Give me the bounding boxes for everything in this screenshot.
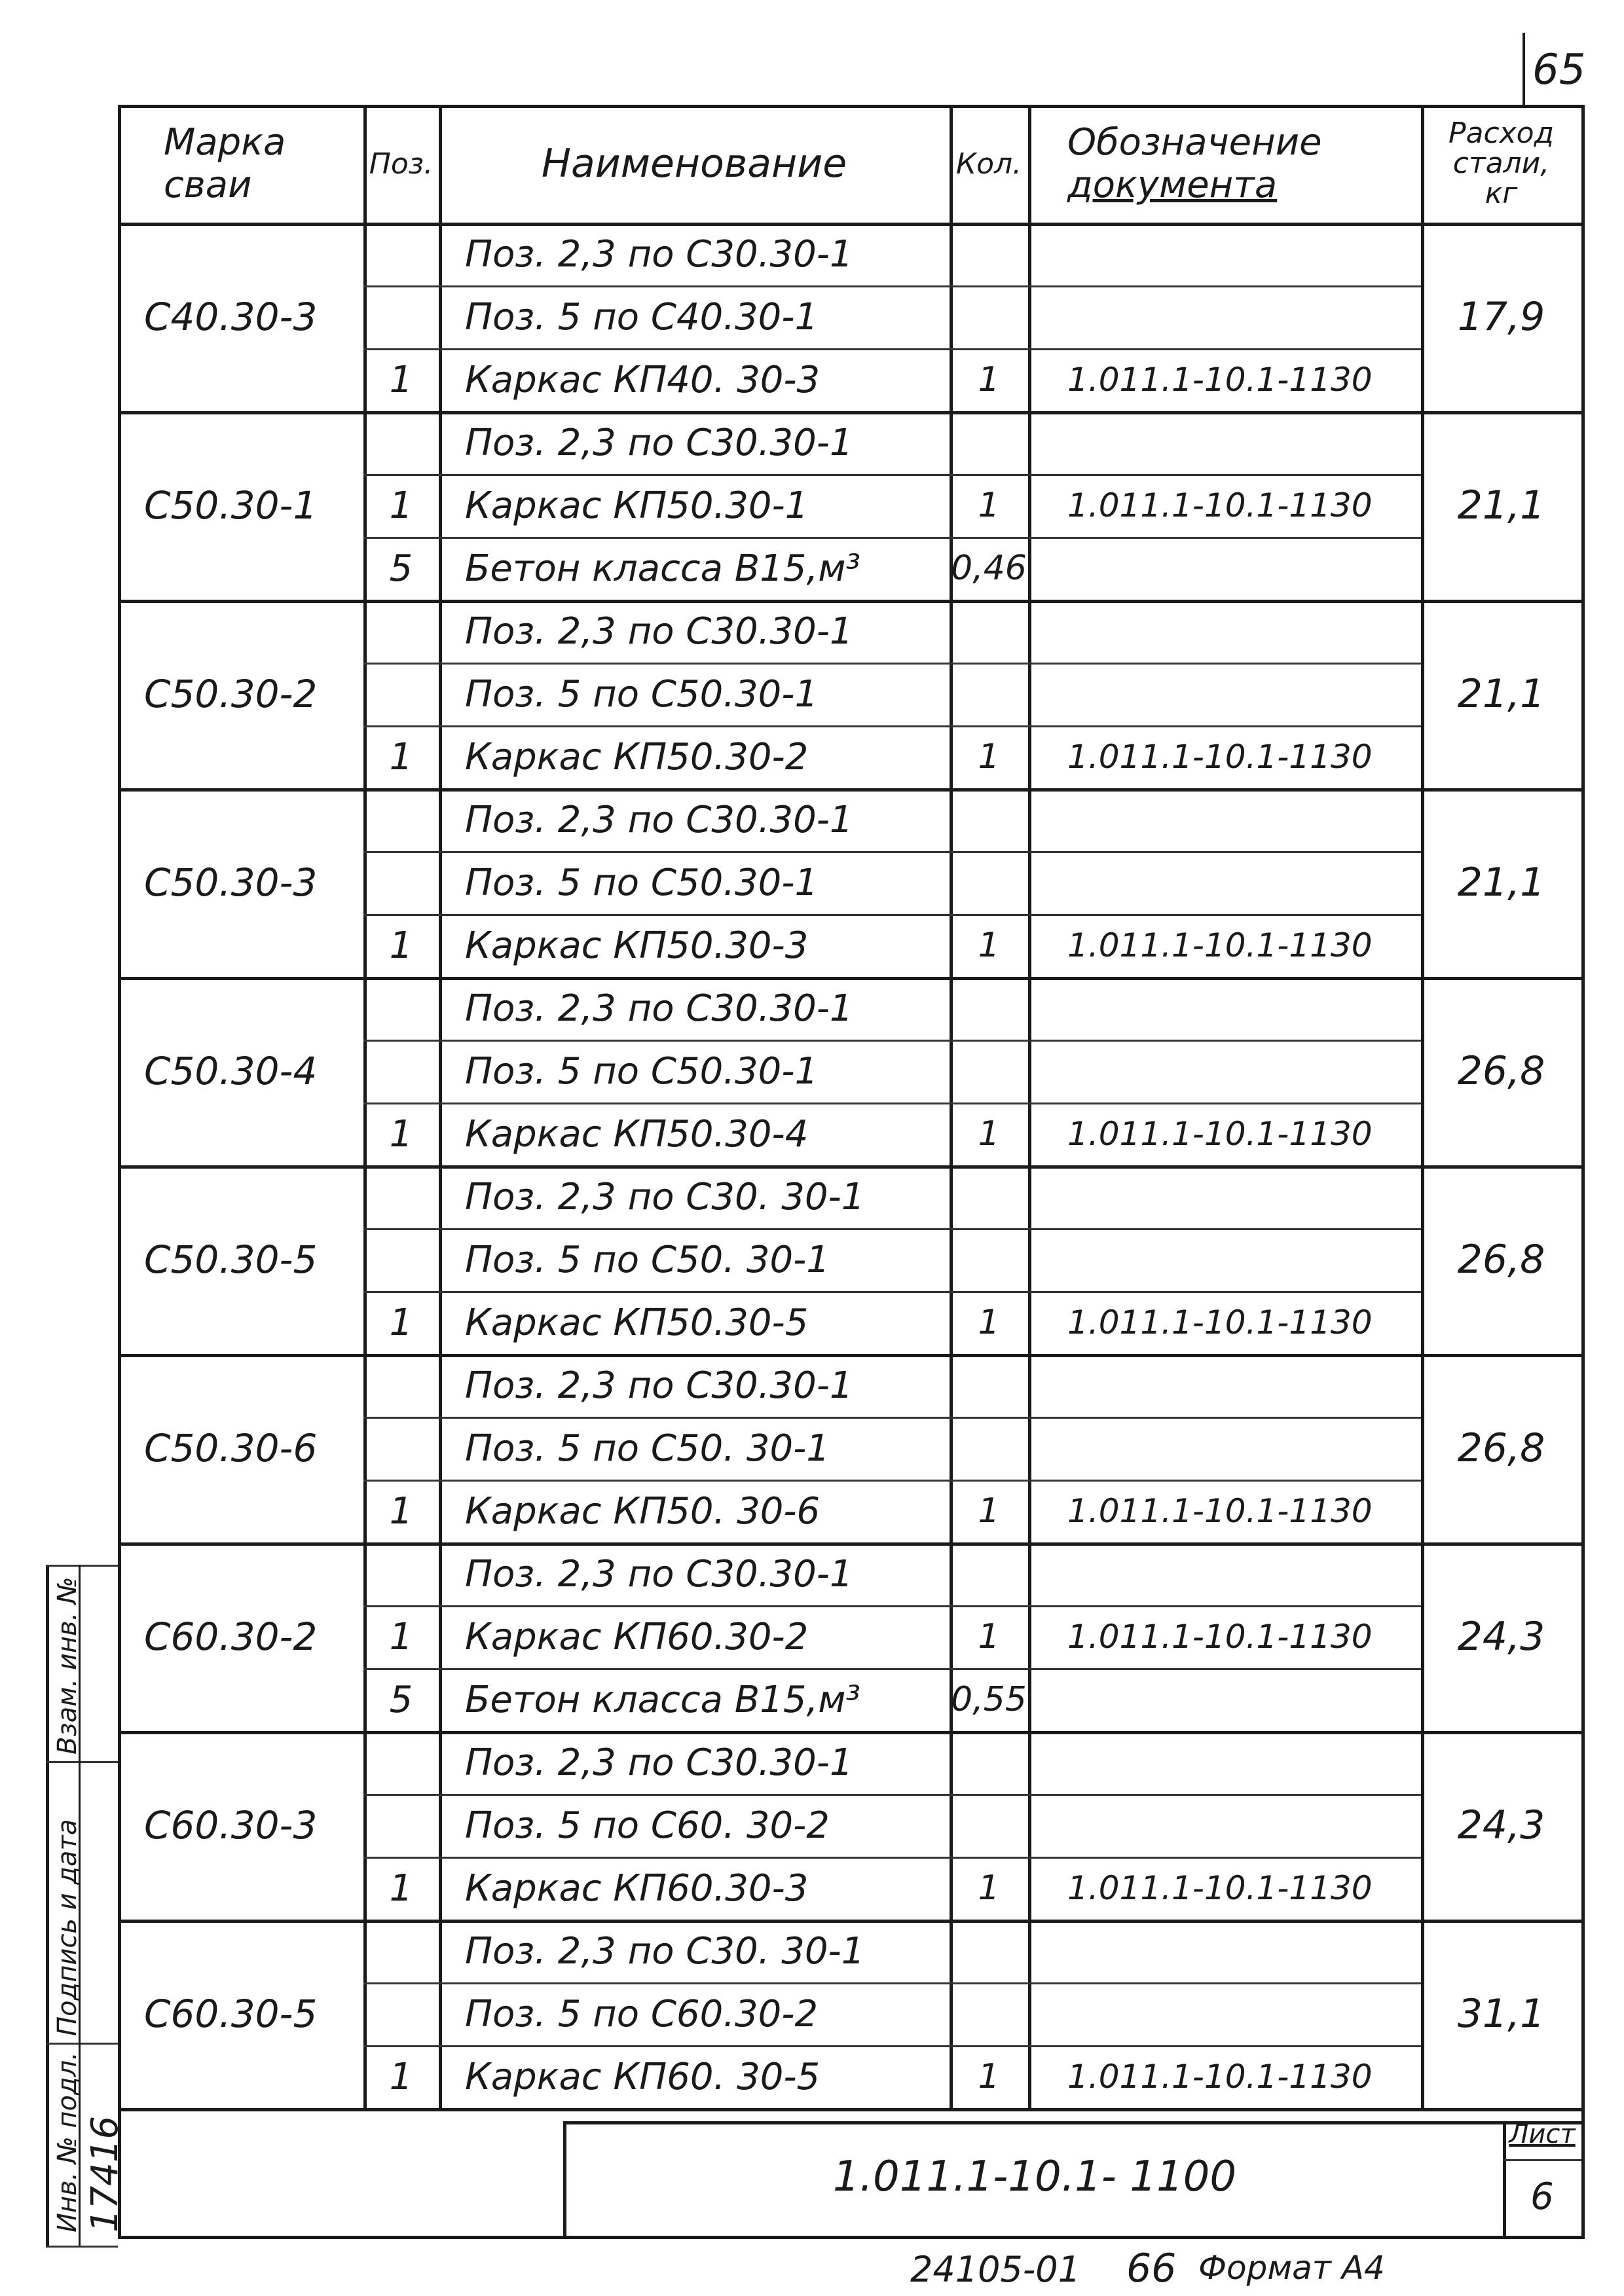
steel-consumption: 17,9: [1457, 294, 1545, 340]
pile-mark: С50.30-6: [144, 1426, 318, 1470]
row-position: [363, 600, 439, 663]
frame-bottom: [118, 2236, 1585, 2239]
row-document: [1028, 411, 1421, 474]
row-name: Поз. 5 по С60. 30-2: [465, 1804, 830, 1847]
row-document: 1.011.1-10.1-1130: [1067, 2058, 1373, 2096]
row-position: [363, 223, 439, 285]
page-number: 65: [1532, 46, 1586, 94]
row-quantity: [950, 1417, 1028, 1480]
row-name: Поз. 5 по С50.30-1: [465, 672, 819, 716]
row-document: 1.011.1-10.1-1130: [1067, 1115, 1373, 1153]
steel-consumption: 26,8: [1457, 1048, 1545, 1094]
side-label-inv-number: 17416: [84, 2115, 126, 2232]
row-quantity: [950, 1731, 1028, 1794]
row-quantity: 1: [978, 2057, 1000, 2096]
row-position: 1: [389, 2055, 413, 2098]
row-name: Поз. 5 по С50. 30-1: [465, 1238, 830, 1281]
row-name: Поз. 2,3 по С30.30-1: [465, 987, 853, 1030]
margin-div-1: [46, 1761, 118, 1763]
row-name: Каркас КП50.30-2: [465, 735, 809, 778]
row-position: [363, 663, 439, 725]
row-position: 5: [389, 547, 413, 590]
table-bottom: [118, 2108, 1585, 2111]
row-quantity: [950, 788, 1028, 851]
row-quantity: [950, 977, 1028, 1040]
row-document: [1028, 1731, 1421, 1794]
row-document: [1028, 223, 1421, 285]
row-document: [1028, 1920, 1421, 1982]
row-name: Каркас КП60.30-3: [465, 1867, 809, 1910]
row-position: [363, 1354, 439, 1417]
header-steel: [1421, 105, 1581, 223]
pile-mark: С50.30-3: [144, 860, 318, 905]
row-document: 1.011.1-10.1-1130: [1067, 1869, 1373, 1907]
row-position: 1: [389, 358, 413, 401]
margin-div-2: [46, 2043, 118, 2045]
row-document: [1028, 1417, 1421, 1480]
row-document: 1.011.1-10.1-1130: [1067, 486, 1373, 524]
row-document: [1028, 1228, 1421, 1291]
row-position: [363, 788, 439, 851]
row-name: Каркас КП50.30-4: [465, 1112, 809, 1156]
row-position: 1: [389, 1867, 413, 1910]
row-name: Каркас КП50.30-5: [465, 1301, 809, 1344]
pile-mark: С50.30-4: [144, 1049, 318, 1093]
row-quantity: 1: [978, 926, 1000, 965]
row-name: Бетон класса В15,м³: [465, 1678, 860, 1721]
pile-mark: С50.30-2: [144, 672, 318, 716]
row-quantity: 1: [978, 1114, 1000, 1154]
header-steel-line3: кг: [1485, 177, 1518, 211]
row-position: 1: [389, 1112, 413, 1156]
row-name: Поз. 5 по С50. 30-1: [465, 1427, 830, 1470]
row-position: 1: [389, 484, 413, 527]
row-document: [1028, 1040, 1421, 1102]
footer-page: 66: [1126, 2246, 1177, 2291]
pile-mark: С60.30-5: [144, 1992, 318, 2036]
row-name: Поз. 2,3 по С30. 30-1: [465, 1929, 865, 1973]
row-quantity: 1: [978, 737, 1000, 776]
row-quantity: [950, 663, 1028, 725]
header-qty: Кол.: [955, 147, 1022, 181]
row-position: [363, 1731, 439, 1794]
row-position: 1: [389, 1489, 413, 1533]
row-document: [1028, 285, 1421, 348]
row-name: Каркас КП50.30-1: [465, 484, 809, 527]
row-quantity: [950, 1982, 1028, 2045]
header-pos: Поз.: [369, 147, 434, 181]
row-name: Поз. 2,3 по С30.30-1: [465, 421, 853, 464]
row-name: Поз. 5 по С50.30-1: [465, 861, 819, 904]
row-position: [363, 1417, 439, 1480]
row-quantity: [950, 1354, 1028, 1417]
row-position: [363, 411, 439, 474]
footer-format: Формат А4: [1198, 2249, 1385, 2287]
row-document: [1028, 977, 1421, 1040]
stamp-sheet-number: 6: [1530, 2175, 1554, 2218]
row-quantity: 1: [978, 1617, 1000, 1656]
stamp-doc-code: 1.011.1-10.1- 1100: [832, 2153, 1237, 2201]
steel-consumption: 24,3: [1457, 1802, 1545, 1848]
pile-mark: С50.30-1: [144, 483, 318, 528]
row-name: Поз. 2,3 по С30.30-1: [465, 232, 853, 276]
row-quantity: [950, 1040, 1028, 1102]
row-position: [363, 1040, 439, 1102]
row-position: [363, 1982, 439, 2045]
steel-consumption: 26,8: [1457, 1237, 1545, 1283]
row-quantity: [950, 223, 1028, 285]
side-label-inv-repl: Взам. инв. №: [52, 1576, 83, 1755]
row-quantity: [950, 285, 1028, 348]
row-name: Каркас КП60.30-2: [465, 1615, 809, 1658]
row-name: Поз. 2,3 по С30.30-1: [465, 798, 853, 841]
row-name: Каркас КП50. 30-6: [465, 1489, 821, 1533]
row-name: Поз. 5 по С50.30-1: [465, 1049, 819, 1093]
row-document: [1028, 1982, 1421, 2045]
row-document: [1028, 537, 1421, 600]
row-position: [363, 1228, 439, 1291]
row-position: 1: [389, 1615, 413, 1658]
pile-mark: С60.30-2: [144, 1614, 318, 1659]
row-quantity: [950, 1920, 1028, 1982]
row-quantity: [950, 600, 1028, 663]
row-name: Поз. 2,3 по С30.30-1: [465, 1364, 853, 1407]
row-name: Поз. 2,3 по С30.30-1: [465, 610, 853, 653]
header-mark-line1: Марка: [164, 121, 286, 164]
steel-consumption: 21,1: [1457, 483, 1545, 528]
row-position: 1: [389, 924, 413, 967]
row-document: [1028, 1165, 1421, 1228]
header-doc-line2: документа: [1067, 164, 1278, 206]
row-document: 1.011.1-10.1-1130: [1067, 1303, 1373, 1341]
row-quantity: 0,46: [951, 549, 1027, 588]
header-doc-line1: Обозначение: [1067, 121, 1322, 164]
steel-consumption: 21,1: [1457, 671, 1545, 717]
row-quantity: 0,55: [951, 1680, 1027, 1719]
row-quantity: 1: [978, 1491, 1000, 1531]
row-name: Поз. 5 по С40.30-1: [465, 295, 819, 338]
steel-consumption: 24,3: [1457, 1614, 1545, 1660]
row-document: [1028, 1668, 1421, 1731]
pile-mark: С40.30-3: [144, 295, 318, 339]
row-document: [1028, 788, 1421, 851]
row-quantity: 1: [978, 360, 1000, 399]
row-name: Поз. 2,3 по С30.30-1: [465, 1741, 853, 1784]
row-position: [363, 1920, 439, 1982]
steel-consumption: 21,1: [1457, 860, 1545, 905]
row-document: 1.011.1-10.1-1130: [1067, 361, 1373, 399]
header-doc: [1028, 105, 1421, 223]
row-name: Поз. 2,3 по С30.30-1: [465, 1552, 853, 1595]
side-label-sign-date: Подпись и дата: [52, 1819, 83, 2036]
row-position: [363, 851, 439, 914]
row-document: [1028, 851, 1421, 914]
margin-left: [46, 1565, 49, 2246]
stamp-sheet-label: Лист: [1509, 2119, 1576, 2149]
row-quantity: [950, 411, 1028, 474]
row-name: Каркас КП60. 30-5: [465, 2055, 821, 2098]
row-quantity: [950, 1542, 1028, 1605]
row-document: 1.011.1-10.1-1130: [1067, 1492, 1373, 1530]
row-quantity: [950, 851, 1028, 914]
row-position: 5: [389, 1678, 413, 1721]
row-quantity: [950, 1794, 1028, 1857]
row-name: Поз. 2,3 по С30. 30-1: [465, 1175, 865, 1218]
row-position: [363, 285, 439, 348]
row-quantity: [950, 1165, 1028, 1228]
header-mark: [118, 105, 360, 223]
row-document: [1028, 600, 1421, 663]
header-steel-line2: стали,: [1452, 146, 1550, 180]
row-document: [1028, 1542, 1421, 1605]
row-document: [1028, 1794, 1421, 1857]
header-mark-line2: сваи: [164, 164, 252, 206]
row-quantity: 1: [978, 486, 1000, 525]
row-position: [363, 1165, 439, 1228]
row-document: 1.011.1-10.1-1130: [1067, 926, 1373, 964]
row-document: [1028, 1354, 1421, 1417]
row-quantity: [950, 1228, 1028, 1291]
steel-consumption: 26,8: [1457, 1425, 1545, 1471]
pile-mark: С50.30-5: [144, 1237, 318, 1282]
header-name: Наименование: [541, 141, 847, 187]
margin-bottom: [46, 2246, 118, 2248]
row-position: [363, 1542, 439, 1605]
side-label-inv-orig: Инв. № подл.: [52, 2052, 83, 2232]
row-name: Бетон класса В15,м³: [465, 547, 860, 590]
row-name: Каркас КП40. 30-3: [465, 358, 821, 401]
header-steel-line1: Расход: [1448, 116, 1555, 150]
row-quantity: 1: [978, 1868, 1000, 1908]
row-position: 1: [389, 1301, 413, 1344]
footer-archive: 24105-01: [910, 2249, 1080, 2290]
row-position: 1: [389, 735, 413, 778]
frame-right: [1581, 105, 1585, 2236]
row-name: Поз. 5 по С60.30-2: [465, 1992, 819, 2035]
row-document: [1028, 663, 1421, 725]
row-document: 1.011.1-10.1-1130: [1067, 1618, 1373, 1656]
row-position: [363, 977, 439, 1040]
row-quantity: 1: [978, 1303, 1000, 1342]
margin-top: [46, 1565, 118, 1567]
row-name: Каркас КП50.30-3: [465, 924, 809, 967]
row-position: [363, 1794, 439, 1857]
pile-mark: С60.30-3: [144, 1803, 318, 1848]
steel-consumption: 31,1: [1457, 1991, 1545, 2037]
row-document: 1.011.1-10.1-1130: [1067, 738, 1373, 776]
page-number-divider: [1522, 33, 1525, 105]
